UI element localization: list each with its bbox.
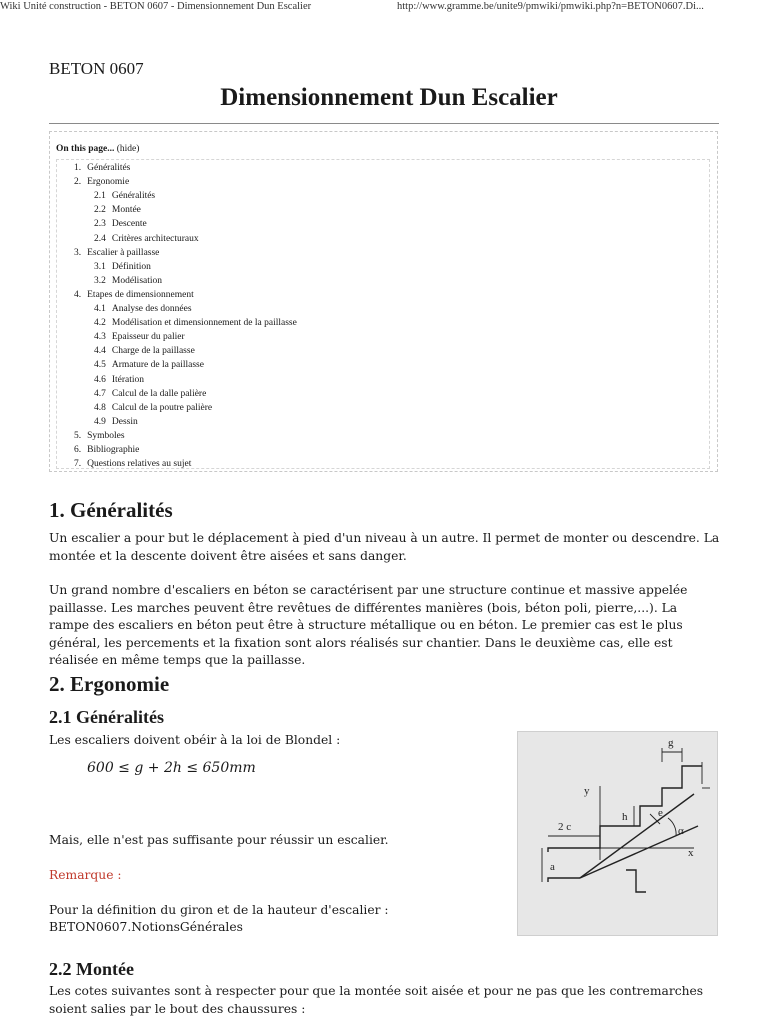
toc-item[interactable] [74,247,159,259]
label-a: a [550,861,555,873]
toc-item[interactable] [94,233,199,245]
toc-item[interactable] [94,317,297,329]
toc-item[interactable] [94,374,144,386]
toc-item-label: Critères architecturaux [111,233,199,244]
toc-item[interactable] [74,162,130,174]
toc-item-number: 2.3 [94,219,106,230]
browser-print-header [0,0,768,16]
section-heading-generalites: 1. Généralités [49,498,173,522]
toc-item-number: 4.6 [94,374,106,385]
toc-item-number: 2.2 [94,205,106,216]
toc-item-label: Armature de la paillasse [111,360,204,371]
toc-item-label: Descente [111,219,147,230]
toc-heading-row [56,144,139,154]
label-g: g [668,737,674,749]
toc-item-label: Symboles [87,430,125,441]
toc-item-number: 4.2 [94,318,106,329]
toc-item-number: 2. [74,177,82,188]
toc-item[interactable] [94,275,162,287]
section-heading-ergonomie: 2. Ergonomie [49,672,170,696]
blondel-formula: 600 ≤ g + 2h ≤ 650mm [87,760,256,776]
paragraph-escalier-purpose: Un escalier a pour but le déplacement à pied d'un niveau à un autre. Il permet de monter ou descendre. La montée et la descente doivent être aisées et sans danger. [49,531,720,563]
toc-item-label: Calcul de la dalle palière [111,388,207,399]
label-y: y [584,785,590,797]
toc-list [56,159,710,469]
toc-item[interactable] [94,402,212,414]
stair-profile-lower [548,878,580,882]
toc-item-number: 4.3 [94,332,106,343]
toc-item-number: 3.1 [94,261,106,272]
toc-item-label: Généralités [111,191,156,202]
label-x: x [688,847,694,859]
toc-item-label: Itération [111,374,145,385]
toc-item[interactable] [94,261,151,273]
subsection-heading-generalites: 2.1 Généralités [49,707,164,727]
toc-item-number: 2.4 [94,233,106,244]
label-h: h [622,811,628,823]
title-divider [49,123,719,124]
toc-item-label: Escalier à paillasse [87,247,160,258]
table-of-contents [49,131,718,472]
toc-item[interactable] [94,303,192,315]
toc-item[interactable] [74,458,191,470]
label-alpha: α [678,825,684,837]
toc-item-number: 4.5 [94,360,106,371]
toc-item-label: Modélisation et dimensionnement de la paillasse [111,318,297,329]
toc-item-label: Modélisation [111,275,163,286]
toc-item-number: 1. [74,163,82,173]
toc-item-label: Définition [111,261,151,272]
label-e: e [658,807,663,819]
toc-item-number: 4.9 [94,416,106,427]
toc-item[interactable] [94,359,204,371]
toc-item[interactable] [94,331,185,343]
toc-item-number: 4.7 [94,388,106,399]
subsection-heading-montee: 2.2 Montée [49,959,134,979]
page-title: Dimensionnement Dun Escalier [220,84,558,111]
toc-heading: On this page... [56,144,115,154]
site-name[interactable]: BETON 0607 [49,59,144,78]
toc-item[interactable] [74,176,129,188]
toc-item-label: Questions relatives au sujet [87,459,192,470]
toc-item-label: Montée [111,205,141,216]
label-2c: 2 c [558,821,572,833]
paragraph-montee: Les cotes suivantes sont à respecter pour que la montée soit aisée et pour ne pas que les contremarches soient salies par le bout des chaussures : [49,984,704,1016]
toc-item-number: 4. [74,289,82,300]
toc-item-number: 3. [74,247,82,258]
toc-item-number: 4.8 [94,402,106,413]
toc-item-label: Généralités [87,163,131,173]
toc-item-label: Analyse des données [111,304,192,314]
alpha-arc [668,818,676,836]
toc-item[interactable] [94,204,141,216]
toc-item[interactable] [74,444,139,456]
paragraph-paillasse: Un grand nombre d'escaliers en béton se caractérisent par une structure continue et massive appelée paillasse. Les marches peuvent être revêtues de différentes manières (bois, béton poli, pierre,...). La rampe des escaliers en béton peut être à structure métallique ou en béton. Le premier cas est le plus général, les percements et la fixation sont alors réalisés sur chantier. Dans le deuxième cas, elle est réalisée en même temps que la paillasse. [49,583,688,667]
toc-item-label: Calcul de la poutre palière [111,402,213,413]
paragraph-blondel-intro: Les escaliers doivent obéir à la loi de Blondel : [49,733,341,747]
toc-item-number: 3.2 [94,275,106,286]
toc-item[interactable] [74,289,194,301]
toc-item-label: Ergonomie [87,177,130,188]
toc-item-number: 6. [74,445,82,455]
toc-hide-link[interactable]: (hide) [116,144,140,154]
print-header-url[interactable]: http://www.gramme.be/unite9/pmwiki/pmwiki.php?n=BETON0607.Di... [397,1,704,12]
toc-item-number: 4.1 [94,304,106,314]
toc-item[interactable] [94,218,147,230]
toc-item[interactable] [74,430,125,442]
remark-label: Remarque : [49,868,122,882]
paragraph-not-sufficient: Mais, elle n'est pas suffisante pour réussir un escalier. [49,833,389,847]
stair-profile-lower-steps [626,870,646,892]
toc-item[interactable] [94,416,138,428]
toc-item-number: 5. [74,430,82,441]
toc-item-label: Epaisseur du palier [111,332,185,343]
toc-item-label: Charge de la paillasse [111,346,195,357]
toc-item-number: 7. [74,459,82,470]
toc-item-label: Dessin [111,416,138,427]
toc-item-number: 4.4 [94,346,106,357]
stair-diagram [518,732,719,937]
print-header-title: Wiki Unité construction - BETON 0607 - Dimensionnement Dun Escalier [0,1,312,12]
giron-definition-text: Pour la définition du giron et de la hauteur d'escalier : [49,903,389,917]
toc-item[interactable] [94,190,155,202]
stair-dimension-figure [517,731,718,936]
toc-item-label: Bibliographie [87,445,140,455]
stair-profile [548,766,702,852]
toc-item[interactable] [94,345,195,357]
toc-item[interactable] [94,388,206,400]
toc-item-number: 2.1 [94,191,106,202]
toc-item-label: Etapes de dimensionnement [87,289,194,300]
giron-definition-link[interactable]: BETON0607.NotionsGénérales [49,920,243,934]
